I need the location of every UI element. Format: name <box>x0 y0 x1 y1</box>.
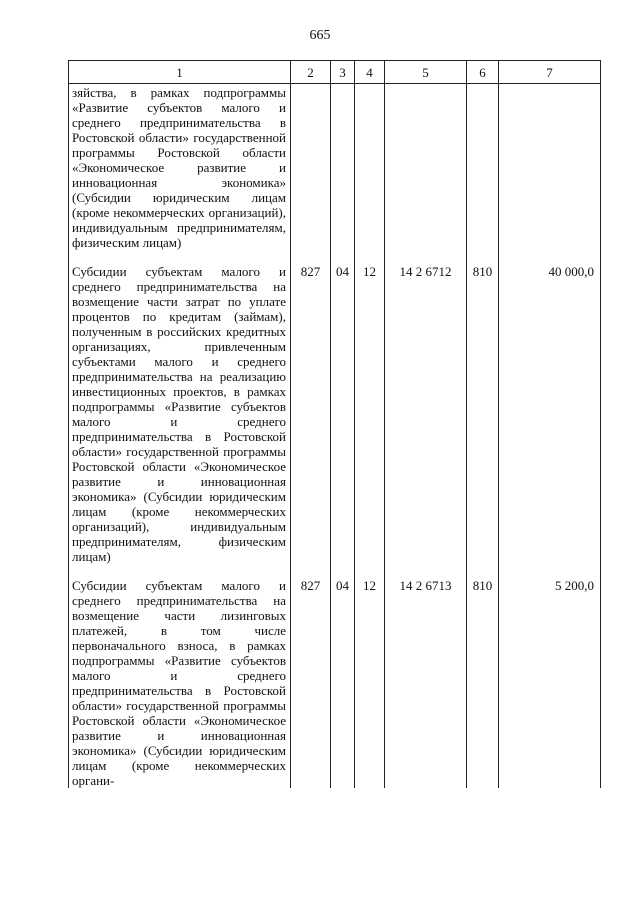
page-number: 665 <box>309 28 331 43</box>
row-target-code: 14 2 6713 <box>385 578 467 788</box>
row-ministry-code: 827 <box>291 264 331 564</box>
table-header <box>69 61 601 84</box>
row-ministry-code: 827 <box>291 578 331 788</box>
row-subsection-code: 12 <box>355 578 385 788</box>
budget-table <box>68 60 601 788</box>
row-target-code: 14 2 6712 <box>385 264 467 564</box>
table-row <box>69 264 601 564</box>
header-col-5: 5 <box>385 61 467 84</box>
row-amount <box>499 84 601 251</box>
row-expense-type: 810 <box>467 578 499 788</box>
row-expense-type: 810 <box>467 264 499 564</box>
row-amount: 40 000,0 <box>499 264 601 564</box>
row-section-code <box>331 84 355 251</box>
table-row <box>69 84 601 251</box>
row-section-code: 04 <box>331 578 355 788</box>
header-col-1: 1 <box>69 61 291 84</box>
row-section-code: 04 <box>331 264 355 564</box>
header-col-6: 6 <box>467 61 499 84</box>
row-subsection-code <box>355 84 385 251</box>
header-col-3: 3 <box>331 61 355 84</box>
row-description: зяйства, в рамках подпрограммы «Развитие субъектов малого и среднего предпринимательства в Ростовской области» государственной программы Ростовской области «Экономическое развитие и инновационная экономика» (Субсидии юридическим лицам (кроме некоммерческих организаций), индивидуальным предпринимателям, физическим лицам) <box>69 84 291 251</box>
table-row <box>69 578 601 788</box>
row-amount: 5 200,0 <box>499 578 601 788</box>
row-description: Субсидии субъектам малого и среднего предпринимательства на возмещение части затрат по уплате процентов по кредитам (займам), полученным в российских кредитных организациях, привлеченным субъектами малого и среднего предпринимательства на реализацию инвестиционных проектов, в рамках подпрограммы «Развитие субъектов малого и среднего предпринимательства в Ростовской области» государственной программы Ростовской области «Экономическое развитие и инновационная экономика» (Субсидии юридическим лицам (кроме некоммерческих организаций), индивидуальным предпринимателям, физическим лицам) <box>69 264 291 564</box>
row-expense-type <box>467 84 499 251</box>
header-col-4: 4 <box>355 61 385 84</box>
header-col-2: 2 <box>291 61 331 84</box>
header-col-7: 7 <box>499 61 601 84</box>
row-ministry-code <box>291 84 331 251</box>
row-description: Субсидии субъектам малого и среднего предпринимательства на возмещение части лизинговых платежей, в том числе первоначального взноса, в рамках подпрограммы «Развитие субъектов малого и среднего предпринимательства в Ростовской области» государственной программы Ростовской области «Экономическое развитие и инновационная экономика» (Субсидии юридическим лицам (кроме некоммерческих органи- <box>69 578 291 788</box>
row-subsection-code: 12 <box>355 264 385 564</box>
row-target-code <box>385 84 467 251</box>
